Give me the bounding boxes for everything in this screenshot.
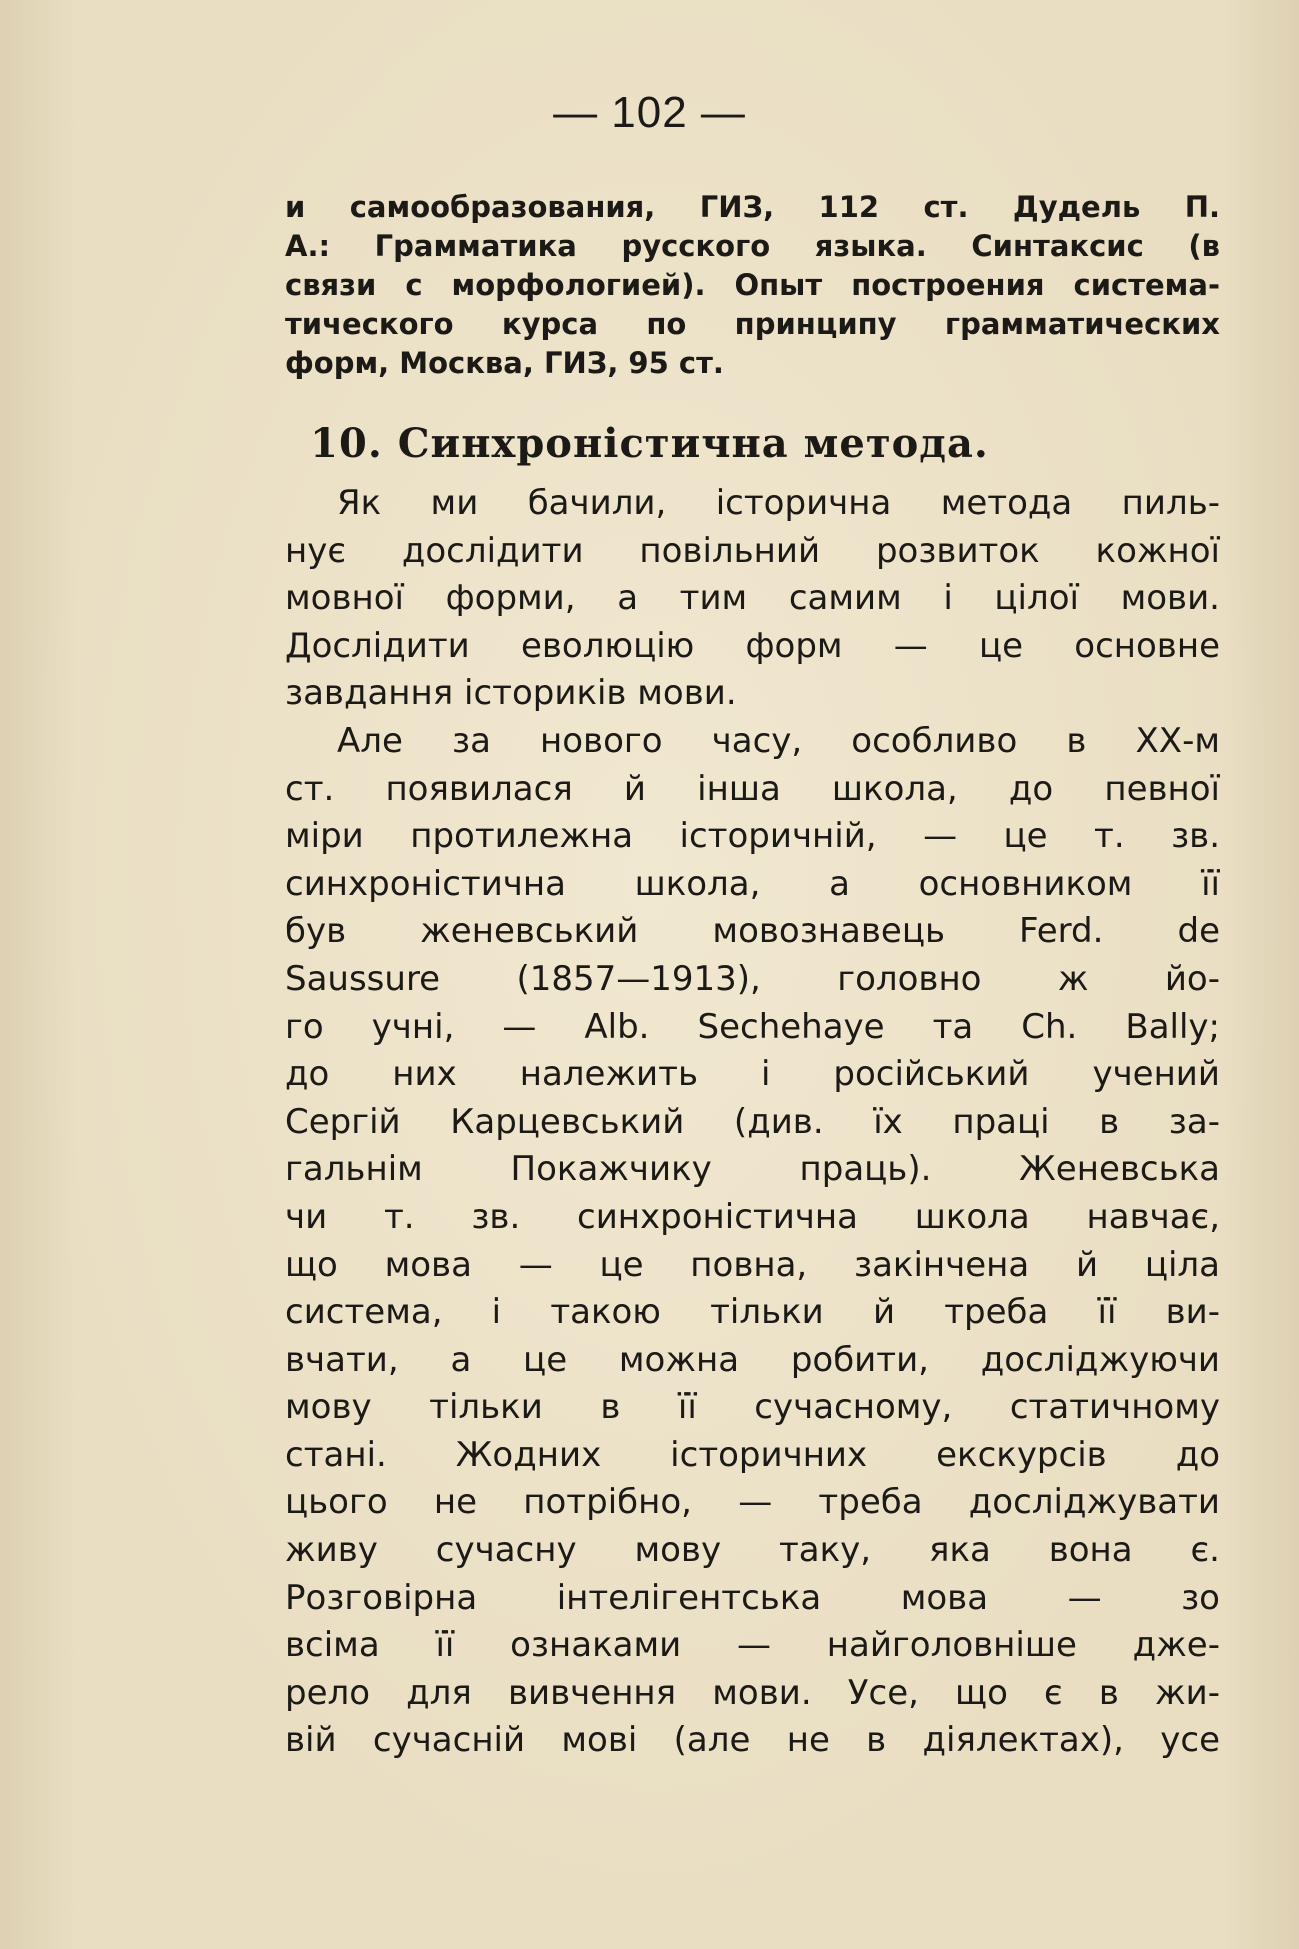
body-line: Saussure (1857—1913), головно ж йо-: [285, 958, 1220, 999]
page-number: — 102 —: [553, 88, 746, 137]
body-text: [285, 480, 1220, 1765]
body-line: ст. появилася й інша школа, до певної: [285, 768, 1220, 809]
body-line: Розговірна інтелігентська мова — зо: [285, 1577, 1220, 1618]
body-line: цього не потрібно, — треба досліджувати: [285, 1482, 1220, 1523]
body-line: Дослідити еволюцію форм — це основне: [285, 625, 1220, 666]
body-line: Як ми бачили, історична метода пиль-: [337, 483, 1220, 523]
bibliography-line: связи с морфологией). Опыт построения система-: [285, 268, 1220, 302]
body-line: стані. Жодних історичних екскурсів до: [285, 1434, 1220, 1475]
body-line: чи т. зв. синхроністична школа навчає,: [285, 1196, 1220, 1237]
body-line: мову тільки в її сучасному, статичному: [285, 1387, 1220, 1428]
bibliography-line: тического курса по принципу грамматических: [285, 307, 1220, 341]
body-line: синхроністична школа, а основником її: [285, 863, 1220, 904]
bibliography-line: и самообразования, ГИЗ, 112 ст. Дудель П.: [285, 190, 1220, 224]
body-line: нує дослідити повільний розвиток кожної: [285, 530, 1220, 571]
body-line: Але за нового часу, особливо в ХХ-м: [337, 720, 1220, 761]
body-line: всіма її ознаками — найголовніше дже-: [285, 1625, 1220, 1666]
body-line: був женевський мовознавець Ferd. de: [285, 911, 1220, 952]
bibliography-line: форм, Москва, ГИЗ, 95 ст.: [285, 346, 724, 380]
body-line: вчати, а це можна робити, досліджуючи: [285, 1339, 1220, 1380]
body-line: го учні, — Alb. Sechehaye та Ch. Bally;: [285, 1006, 1220, 1047]
body-line: Сергій Карцевський (див. їх праці в за-: [285, 1101, 1220, 1142]
body-line: гальнім Покажчику праць). Женевська: [285, 1149, 1220, 1190]
body-line: міри протилежна історичній, — це т. зв.: [285, 816, 1220, 857]
bibliography-line: А.: Грамматика русского языка. Синтаксис (в: [285, 229, 1220, 263]
body-line: до них належить і російський учений: [285, 1054, 1220, 1095]
bibliography-block: [285, 188, 1220, 383]
body-line: система, і такою тільки й треба її ви-: [285, 1292, 1220, 1333]
section-heading: 10. Синхроністична метода.: [310, 420, 989, 467]
body-line: мовної форми, а тим самим і цілої мови.: [285, 578, 1220, 619]
body-line: вій сучасній мові (але не в діялектах), усе: [285, 1720, 1220, 1761]
body-line: живу сучасну мову таку, яка вона є.: [285, 1530, 1220, 1571]
body-line: що мова — це повна, закінчена й ціла: [285, 1244, 1220, 1285]
body-line: рело для вивчення мови. Усе, що є в жи-: [285, 1672, 1220, 1713]
body-line: завдання істориків мови.: [285, 673, 737, 714]
